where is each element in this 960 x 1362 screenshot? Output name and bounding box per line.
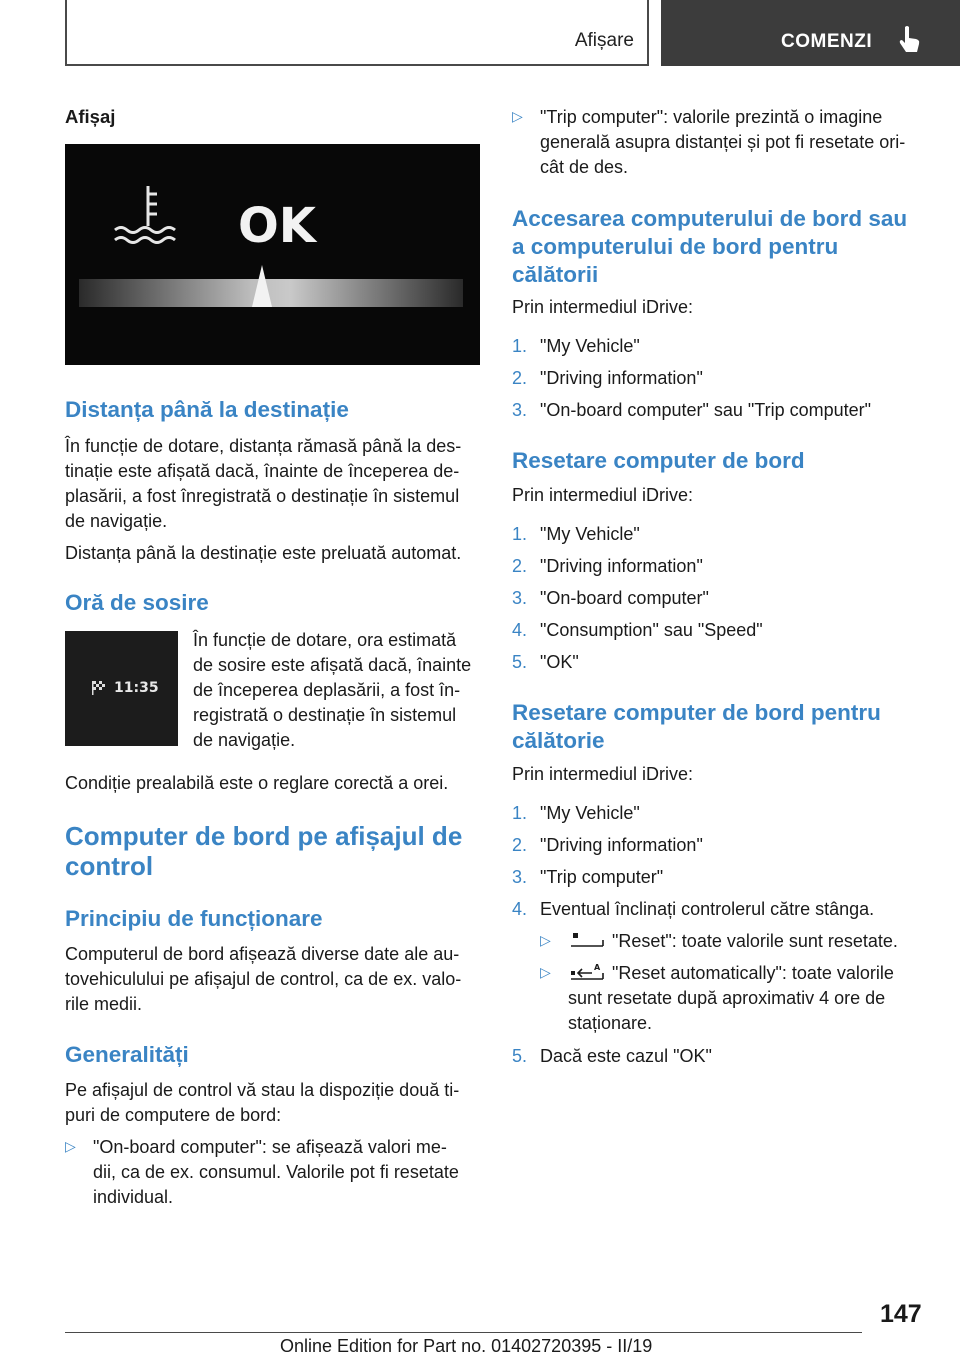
sub-bullet-reset: ▷ "Reset": toate valorile sunt resetate.: [540, 929, 930, 954]
list-item: 4. "Consumption" sau "Speed": [512, 620, 763, 640]
list-item: 2. "Driving information": [512, 556, 703, 576]
paragraph-conditie: Condiție prealabilă este o reglare corectă a orei.: [65, 773, 449, 793]
footer-divider: [65, 1332, 862, 1333]
footer-edition: Online Edition for Part no. 01402720395 - II/19: [280, 1336, 653, 1356]
subsection-label-afisaj: Afișaj: [65, 106, 116, 127]
list-item: 5. Dacă este cazul "OK": [512, 1046, 712, 1066]
arrival-time-graphic: [65, 631, 178, 746]
arrival-time-text: 11:35: [114, 680, 159, 696]
sub-bullet-auto-reset: ▷ A "Reset automatically": toate valorile sunt resetate după aproximativ 4 ore de staționare.: [540, 961, 930, 1036]
list-item: 3. "On-board computer" sau "Trip computer": [512, 400, 872, 420]
reset-dot-icon: [568, 929, 606, 951]
paragraph-distanta-auto: Distanța până la destinație este preluată automat.: [65, 543, 462, 563]
header-frame: [65, 0, 649, 66]
list-item: 2. "Driving information": [512, 368, 703, 388]
via-idrive-3: Prin intermediul iDrive:: [512, 764, 694, 784]
svg-text:A: A: [594, 963, 601, 972]
bullet-trip-computer: ▷ "Trip computer": valorile prezintă o imagine generală asupra distanței și pot fi resetate ori- cât de des.: [512, 105, 932, 180]
arrival-time-image: [65, 631, 178, 746]
auto-reset-icon: [568, 961, 606, 983]
triangle-right-outline-icon: ▷: [512, 108, 523, 124]
dashboard-graphic: [65, 144, 480, 365]
heading-computer-bord: Computer de bord pe afișajul de control: [65, 821, 463, 881]
section-title: Afișare: [574, 30, 634, 51]
list-item: 3. "Trip computer": [512, 867, 664, 887]
list-item: 1. "My Vehicle": [512, 524, 640, 544]
heading-reset-bord: Resetare computer de bord: [512, 448, 805, 473]
heading-distanta: Distanța până la destinație: [65, 397, 349, 422]
heading-principiu: Principiu de funcționare: [65, 906, 323, 931]
list-item: 5. "OK": [512, 652, 579, 672]
list-item: 1. "My Vehicle": [512, 803, 640, 823]
page-number: 147: [880, 1300, 922, 1328]
paragraph-distanta: În funcție de dotare, distanța rămasă până la des- tinație este afișată dacă, înainte de începerea de- plasării, a fost înregistrată o destinație în sistemul de navigație.: [65, 436, 462, 531]
list-item: 3. "On-board computer": [512, 588, 709, 608]
hand-pointer-icon: [896, 25, 922, 55]
via-idrive-1: Prin intermediul iDrive:: [512, 297, 694, 317]
heading-accesare: Accesarea computerului de bord sau a computerului de bord pentru călătorii: [512, 206, 908, 287]
heading-reset-trip: Resetare computer de bord pentru călătorie: [512, 700, 881, 753]
triangle-right-outline-icon: ▷: [540, 932, 551, 948]
heading-ora-sosire: Oră de sosire: [65, 590, 209, 615]
list-item: 2. "Driving information": [512, 835, 703, 855]
via-idrive-2: Prin intermediul iDrive:: [512, 485, 694, 505]
dashboard-display-image: [65, 144, 480, 365]
list-item: 1. "My Vehicle": [512, 336, 640, 356]
coolant-temperature-icon: [115, 186, 175, 243]
bullet-onboard-computer: ▷ "On-board computer": se afișează valori me- dii, ca de ex. consumul. Valorile pot fi resetate individual.: [65, 1135, 481, 1210]
paragraph-principiu: Computerul de bord afișează diverse date ale au- tovehiculului pe afișajul de control, ca de ex. valo- rile medii.: [65, 944, 462, 1014]
triangle-right-outline-icon: ▷: [540, 964, 551, 980]
paragraph-generalitati: Pe afișajul de control vă stau la dispoziție două ti- puri de computere de bord:: [65, 1080, 460, 1125]
chapter-tab-label: COMENZI: [781, 31, 873, 52]
heading-generalitati: Generalități: [65, 1042, 189, 1067]
paragraph-ora: În funcție de dotare, ora estimată de sosire este afișată dacă, înainte de începerea deplasării, a fost în- registrată o destinație în sistemul de navigație.: [193, 630, 472, 750]
destination-flag-icon: [92, 681, 105, 695]
chapter-tab[interactable]: [661, 0, 960, 66]
triangle-right-outline-icon: ▷: [65, 1138, 76, 1154]
list-item: 4. Eventual înclinați controlerul către stânga.: [512, 899, 875, 919]
dash-ok-text: OK: [238, 198, 316, 254]
